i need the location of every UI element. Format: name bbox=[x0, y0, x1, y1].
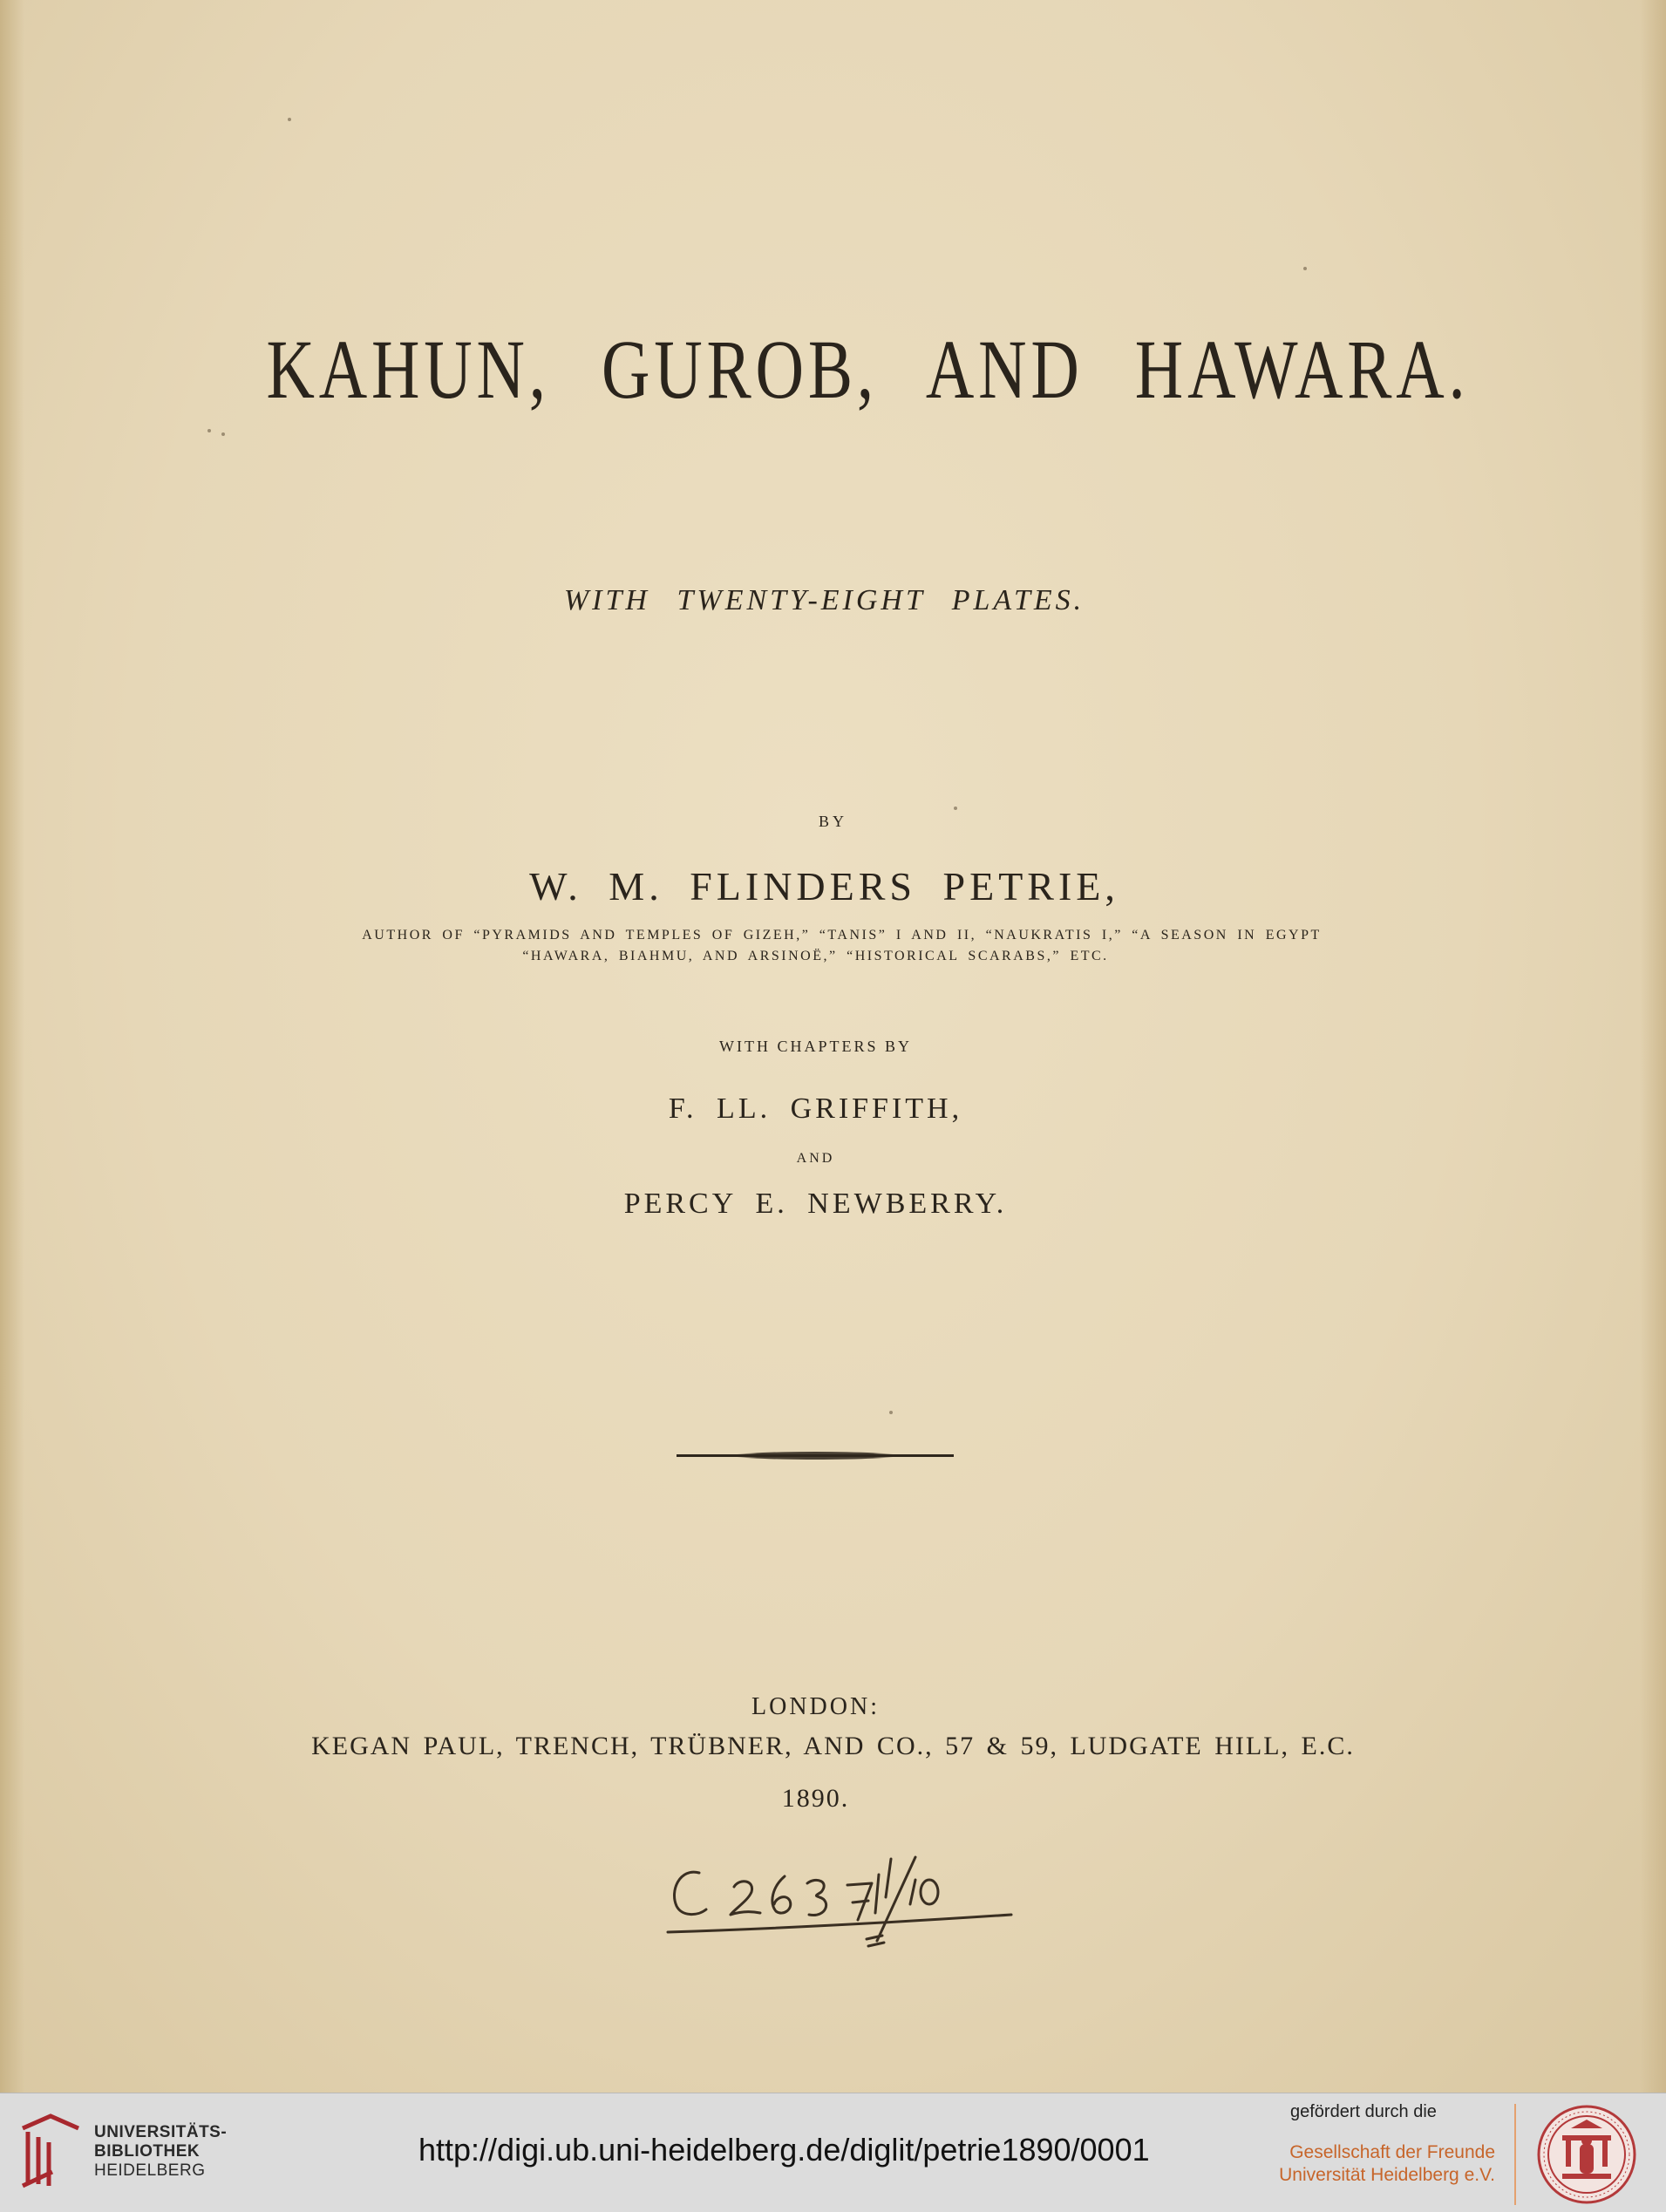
library-name-line-2: BIBLIOTHEK bbox=[94, 2142, 201, 2161]
paper-speck bbox=[1303, 267, 1307, 270]
sponsor-divider bbox=[1514, 2104, 1516, 2205]
publication-year: 1890. bbox=[781, 1784, 850, 1813]
author-credits-line-1: AUTHOR OF “PYRAMIDS AND TEMPLES OF GIZEH,” “TANIS” I AND II, “NAUKRATIS I,” “A SEASON IN EGYPT bbox=[362, 928, 1322, 943]
with-chapters-label: WITH CHAPTERS BY bbox=[718, 1038, 912, 1055]
paper-speck bbox=[221, 432, 225, 436]
paper-speck bbox=[207, 429, 211, 432]
sponsor-name-line-2: Universität Heidelberg e.V. bbox=[1279, 2165, 1495, 2185]
handwritten-shelfmark bbox=[654, 1848, 1037, 1953]
library-name-line-1: UNIVERSITÄTS- bbox=[94, 2123, 228, 2141]
contributor-newberry: PERCY E. NEWBERRY. bbox=[623, 1188, 1008, 1220]
sponsor-label: gefördert durch die bbox=[1290, 2102, 1437, 2121]
publisher-name: KEGAN PAUL, TRENCH, TRÜBNER, AND CO., 57 & 59, LUDGATE HILL, E.C. bbox=[311, 1732, 1355, 1760]
book-title: KAHUN, GUROB, AND HAWARA. bbox=[266, 323, 1470, 416]
paper-speck bbox=[954, 807, 957, 810]
author-credits-line-2: “HAWARA, BIAHMU, AND ARSINOË,” “HISTORICAL SCARABS,” ETC. bbox=[522, 949, 1109, 963]
and-label: AND bbox=[796, 1151, 835, 1166]
publisher-city: LONDON: bbox=[751, 1693, 880, 1720]
contributor-griffith: F. LL. GRIFFITH, bbox=[668, 1092, 963, 1125]
library-logo-icon bbox=[16, 2111, 85, 2189]
paper-speck bbox=[889, 1411, 893, 1414]
author-name: W. M. FLINDERS PETRIE, bbox=[529, 864, 1119, 909]
sponsor-name-line-1: Gesellschaft der Freunde bbox=[1289, 2142, 1495, 2162]
paper-speck bbox=[288, 118, 291, 121]
source-url[interactable]: http://digi.ub.uni-heidelberg.de/diglit/petrie1890/0001 bbox=[418, 2132, 1150, 2168]
digitization-footer bbox=[0, 2093, 1666, 2212]
book-subtitle: WITH TWENTY-EIGHT PLATES. bbox=[563, 584, 1085, 616]
by-label: BY bbox=[818, 813, 847, 830]
university-seal-icon bbox=[1536, 2104, 1637, 2205]
library-name-line-3: HEIDELBERG bbox=[94, 2161, 206, 2180]
ornamental-rule-center bbox=[732, 1452, 898, 1460]
